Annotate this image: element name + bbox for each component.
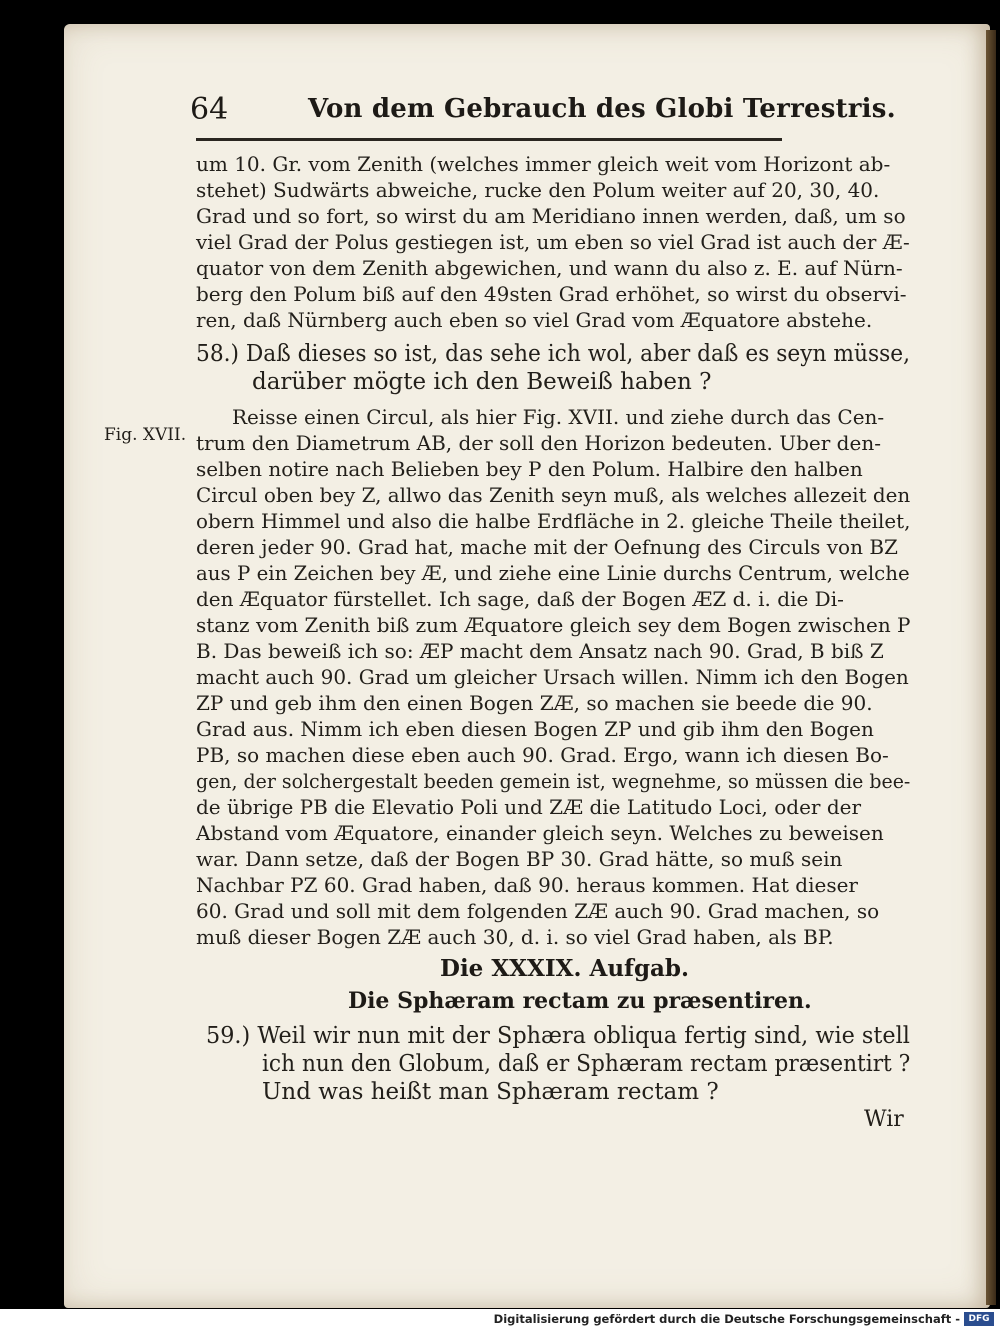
- section-heading: Die XXXIX. Aufgab.: [440, 955, 690, 982]
- question-58-line: 58.) Daß dieses so ist, das sehe ich wol, aber daß es seyn müsse,: [196, 341, 910, 367]
- text-line: PB, so machen diese eben auch 90. Grad. Ergo, wann ich diesen Bo-: [196, 743, 889, 767]
- funding-credit: Digitalisierung gefördert durch die Deutsche Forschungsgemeinschaft -: [493, 1312, 960, 1326]
- text-line: muß dieser Bogen ZÆ auch 30, d. i. so viel Grad haben, als BP.: [196, 925, 834, 949]
- question-58-line: darüber mögte ich den Beweiß haben ?: [252, 369, 712, 395]
- text-line: den Æquator fürstellet. Ich sage, daß der Bogen ÆZ d. i. die Di-: [196, 587, 844, 611]
- page-header: [190, 92, 896, 134]
- text-line: aus P ein Zeichen bey Æ, und ziehe eine Linie durchs Centrum, welche: [196, 561, 910, 585]
- question-59-line: Und was heißt man Sphæram rectam ?: [262, 1079, 719, 1105]
- text-line: Reisse einen Circul, als hier Fig. XVII. und ziehe durch das Cen-: [232, 405, 885, 429]
- text-line: berg den Polum biß auf den 49sten Grad erhöhet, so wirst du observi-: [196, 282, 907, 306]
- text-line: de übrige PB die Elevatio Poli und ZÆ die Latitudo Loci, oder der: [196, 795, 862, 819]
- dfg-logo-icon: DFG: [964, 1312, 994, 1326]
- footer-bar: [0, 1309, 1000, 1329]
- text-line: gen, der solchergestalt beeden gemein ist, wegnehme, so müssen die bee-: [196, 769, 911, 793]
- text-line: macht auch 90. Grad um gleicher Ursach willen. Nimm ich den Bogen: [196, 665, 909, 689]
- section-subheading: Die Sphæram rectam zu præsentiren.: [348, 988, 812, 1014]
- text-line: ren, daß Nürnberg auch eben so viel Grad vom Æquatore abstehe.: [196, 308, 873, 332]
- text-line: um 10. Gr. vom Zenith (welches immer gleich weit vom Horizont ab-: [196, 152, 891, 176]
- catchword: Wir: [864, 1107, 904, 1132]
- text-line: Circul oben bey Z, allwo das Zenith seyn muß, als welches allezeit den: [196, 483, 911, 507]
- text-line: Abstand vom Æquatore, einander gleich seyn. Welches zu beweisen: [196, 821, 884, 845]
- text-line: obern Himmel und also die halbe Erdfläche in 2. gleiche Theile theilet,: [196, 509, 911, 533]
- text-line: selben notire nach Belieben bey P den Polum. Halbire den halben: [196, 457, 863, 481]
- header-rule: [196, 138, 782, 141]
- text-line: Grad und so fort, so wirst du am Meridiano innen werden, daß, um so: [196, 204, 906, 228]
- text-line: 60. Grad und soll mit dem folgenden ZÆ auch 90. Grad machen, so: [196, 899, 880, 923]
- running-title: Von dem Gebrauch des Globi Terrestris.: [308, 94, 896, 124]
- text-line: stanz vom Zenith biß zum Æquatore gleich sey dem Bogen zwischen P: [196, 613, 911, 637]
- question-59-line: ich nun den Globum, daß er Sphæram rectam præsentirt ?: [262, 1051, 911, 1077]
- margin-figure-note: Fig. XVII.: [104, 425, 187, 445]
- text-line: stehet) Sudwärts abweiche, rucke den Polum weiter auf 20, 30, 40.: [196, 178, 880, 202]
- text-line: Grad aus. Nimm ich eben diesen Bogen ZP und gib ihm den Bogen: [196, 717, 874, 741]
- text-line: Nachbar PZ 60. Grad haben, daß 90. heraus kommen. Hat dieser: [196, 873, 858, 897]
- page-number: 64: [190, 92, 229, 127]
- text-line: deren jeder 90. Grad hat, mache mit der Oefnung des Circuls von BZ: [196, 535, 898, 559]
- text-line: trum den Diametrum AB, der soll den Horizon bedeuten. Uber den-: [196, 431, 881, 455]
- text-line: B. Das beweiß ich so: ÆP macht dem Ansatz nach 90. Grad, B biß Z: [196, 639, 884, 663]
- text-line: war. Dann setze, daß der Bogen BP 30. Grad hätte, so muß sein: [196, 847, 843, 871]
- text-line: viel Grad der Polus gestiegen ist, um eben so viel Grad ist auch der Æ-: [196, 230, 910, 254]
- page-edge: [986, 30, 996, 1305]
- text-line: quator von dem Zenith abgewichen, und wann du also z. E. auf Nürn-: [196, 256, 903, 280]
- text-line: ZP und geb ihm den einen Bogen ZÆ, so machen sie beede die 90.: [196, 691, 873, 715]
- question-59-line: 59.) Weil wir nun mit der Sphæra obliqua fertig sind, wie stell: [206, 1023, 910, 1049]
